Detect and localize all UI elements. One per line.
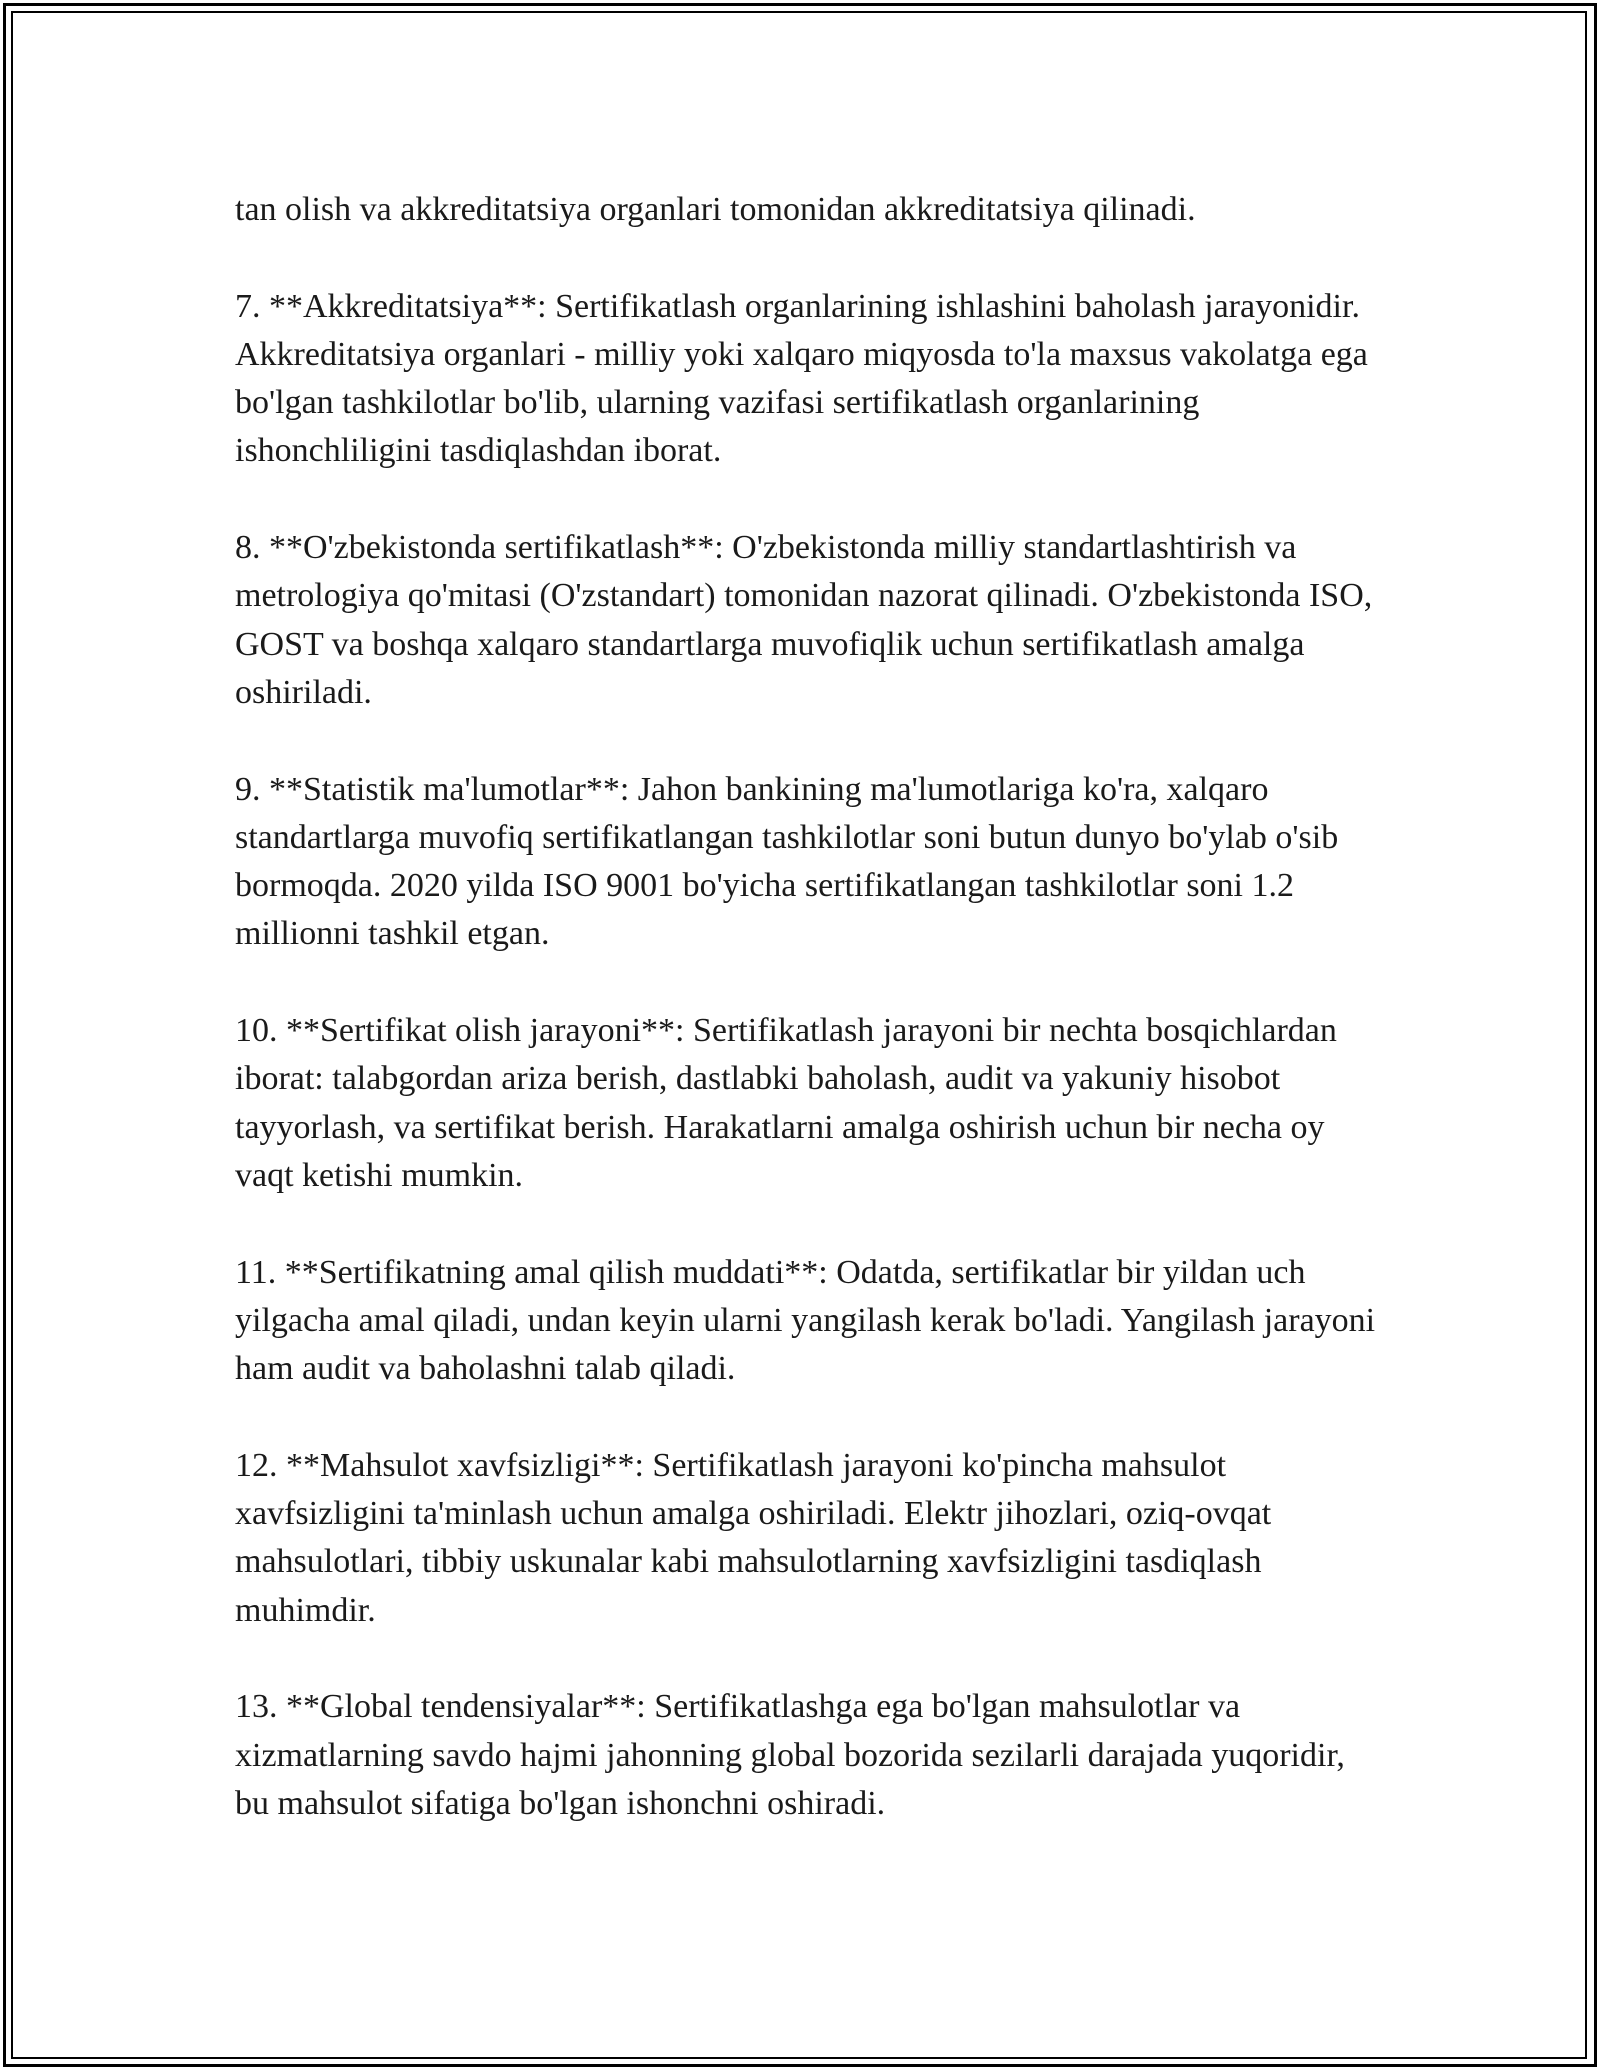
paragraph-item-8: 8. **O'zbekistonda sertifikatlash**: O'zbekistonda milliy standartlashtirish va metrologiya qo'mitasi (O'zstandart) tomonidan nazorat qilinadi. O'zbekistonda ISO, GOST va boshqa xalqaro standartlarga muvofiqlik uchun sertifikatlash amalga oshiriladi. xyxy=(235,529,1373,711)
paragraph-item-10: 10. **Sertifikat olish jarayoni**: Sertifikatlash jarayoni bir nechta bosqichlardan iborat: talabgordan ariza berish, dastlabki baholash, audit va yakuniy hisobot tayyorlash, va sertifikat berish. Harakatlarni amalga oshirish uchun bir necha oy vaqt ketishi mumkin. xyxy=(235,1012,1337,1194)
paragraph-item-7: 7. **Akkreditatsiya**: Sertifikatlash organlarining ishlashini baholash jarayonidir. Akkreditatsiya organlari - milliy yoki xalqaro miqyosda to'la maxsus vakolatga ega bo'lgan tashkilotlar bo'lib, ularning vazifasi sertifikatlash organlarining ishonchliligini tasdiqlashdan iborat. xyxy=(235,287,1368,470)
paragraph-item-12: 12. **Mahsulot xavfsizligi**: Sertifikatlash jarayoni ko'pincha mahsulot xavfsizligini ta'minlash uchun amalga oshiriladi. Elektr jihozlari, oziq-ovqat mahsulotlari, tibbiy uskunalar kabi mahsulotlarning xavfsizligini tasdiqlash muhimdir. xyxy=(235,1446,1272,1629)
paragraph-item-9: 9. **Statistik ma'lumotlar**: Jahon bankining ma'lumotlariga ko'ra, xalqaro standartlarga muvofiq sertifikatlangan tashkilotlar soni butun dunyo bo'ylab o'sib bormoqda. 2020 yilda ISO 9001 bo'yicha sertifikatlangan tashkilotlar soni 1.2 millionni tashkil etgan. xyxy=(235,770,1339,953)
paragraph-item-13: 13. **Global tendensiyalar**: Sertifikatlashga ega bo'lgan mahsulotlar va xizmatlarning savdo hajmi jahonning global bozorida sezilarli darajada yuqoridir, bu mahsulot sifatiga bo'lgan ishonchni oshiradi. xyxy=(235,1688,1345,1822)
document-body xyxy=(235,186,1385,1876)
paragraph-item-11: 11. **Sertifikatning amal qilish muddati**: Odatda, sertifikatlar bir yildan uch yilgacha amal qiladi, undan keyin ularni yangilash kerak bo'ladi. Yangilash jarayoni ham audit va baholashni talab qiladi. xyxy=(235,1253,1376,1388)
paragraph-continuation: tan olish va akkreditatsiya organlari tomonidan akkreditatsiya qilinadi. xyxy=(235,191,1196,228)
